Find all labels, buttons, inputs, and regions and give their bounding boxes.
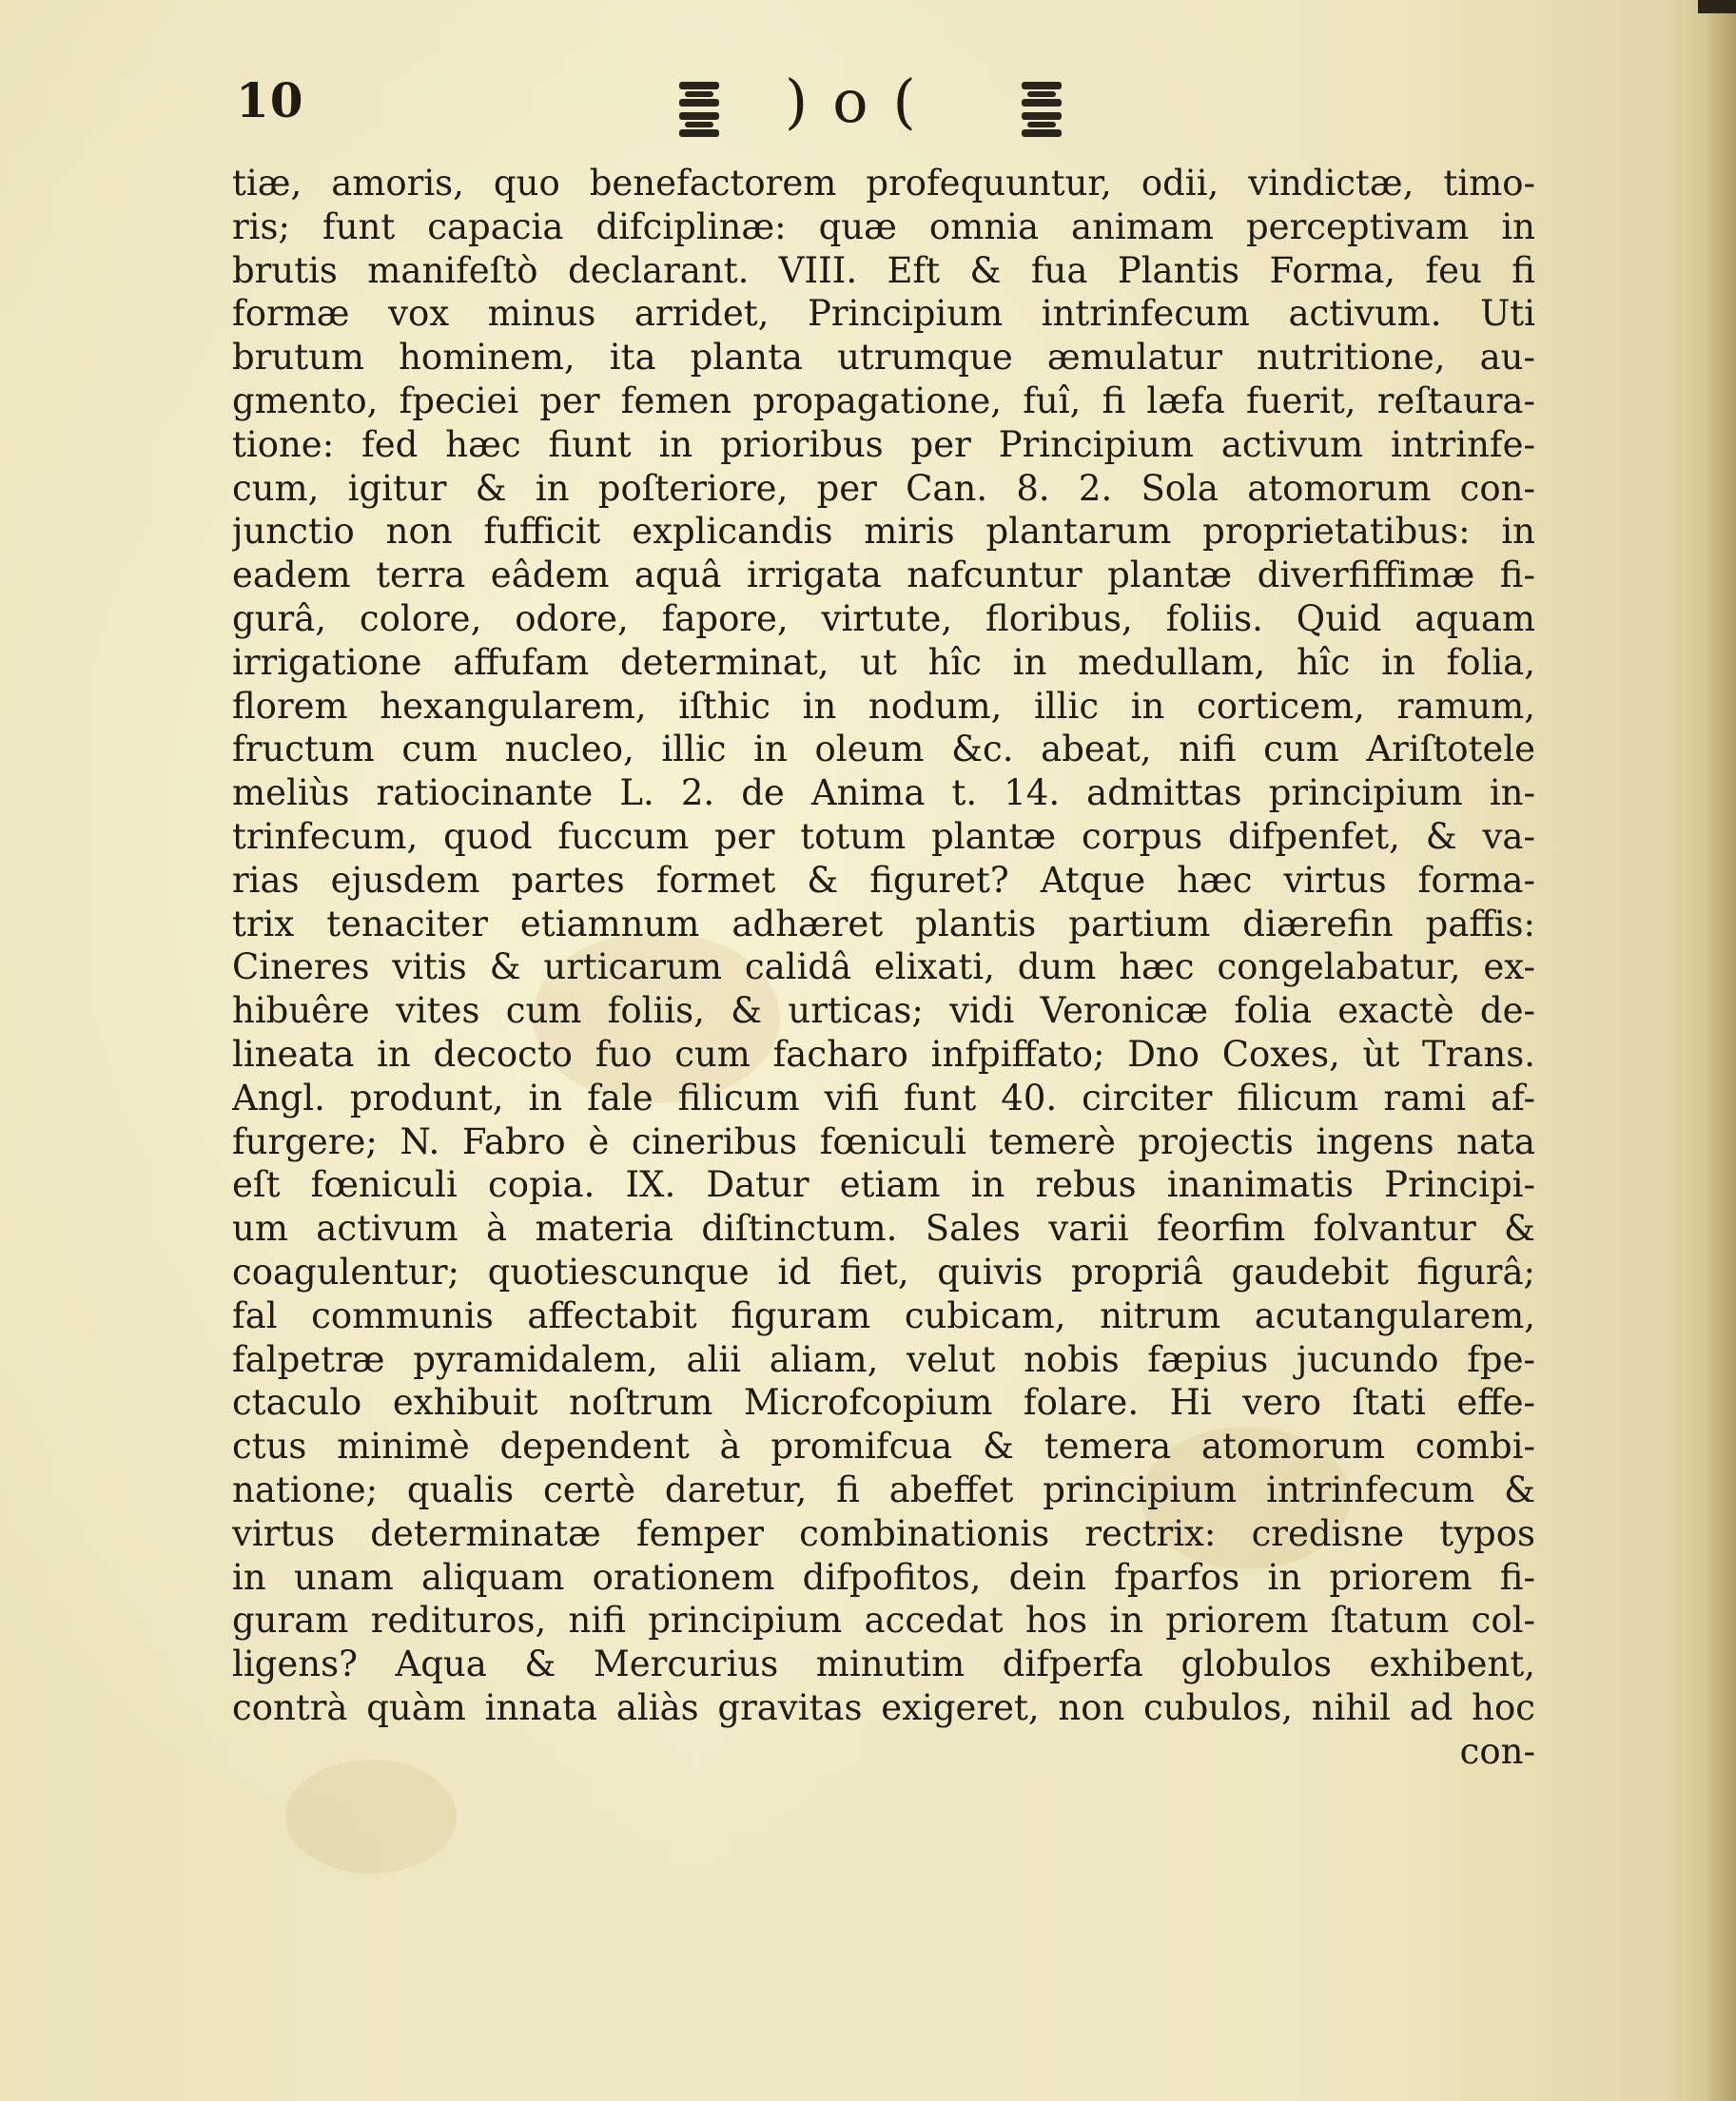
paper-stain xyxy=(285,1760,457,1874)
text-line: lineata in decocto fuo cum facharo infpiffato; Dno Coxes, ùt Trans. xyxy=(232,1033,1535,1075)
text-line: furgere; N. Fabro è cineribus fœniculi temerè projectis ingens nata xyxy=(232,1120,1535,1162)
scan-corner xyxy=(1698,0,1736,13)
text-line: gmento, fpeciei per femen propagatione, fuî, fi læfa fuerit, reſtaura- xyxy=(232,379,1535,421)
printer-ornament-icon xyxy=(675,76,723,143)
text-line: contrà quàm innata aliàs gravitas exigeret, non cubulos, nihil ad hoc xyxy=(232,1686,1535,1728)
text-line: ris; funt capacia difciplinæ: quæ omnia animam perceptivam in xyxy=(232,205,1535,247)
text-line: brutis manifeſtò declarant. VIII. Eft & fua Plantis Forma, feu fi xyxy=(232,249,1535,291)
text-line: meliùs ratiocinante L. 2. de Anima t. 14. admittas principium in- xyxy=(232,772,1535,814)
text-line: ligens? Aqua & Mercurius minutim difperfa globulos exhibent, xyxy=(232,1644,1535,1685)
text-line: fructum cum nucleo, illic in oleum &c. abeat, nifi cum Ariſtotele xyxy=(232,729,1535,770)
text-line: tiæ, amoris, quo benefactorem profequuntur, odii, vindictæ, timo- xyxy=(232,163,1535,204)
text-line: brutum hominem, ita planta utrumque æmulatur nutritione, au- xyxy=(232,337,1535,379)
page-number: 10 xyxy=(236,72,304,128)
body-text xyxy=(232,162,1535,1773)
text-line: natione; qualis certè daretur, fi abeffet principium intrinfecum & xyxy=(232,1469,1535,1510)
text-line: irrigatione affufam determinat, ut hîc in medullam, hîc in folia, xyxy=(232,641,1535,683)
text-line: virtus determinatæ femper combinationis rectrix: credisne typos xyxy=(232,1512,1535,1554)
text-line: ctus minimè dependent à promifcua & temera atomorum combi- xyxy=(232,1426,1535,1468)
catchword: con- xyxy=(1459,1730,1535,1772)
text-line: eſt fœniculi copia. IX. Datur etiam in rebus inanimatis Principi- xyxy=(232,1164,1535,1206)
text-line: cum, igitur & in poſteriore, per Can. 8. 2. Sola atomorum con- xyxy=(232,467,1535,509)
text-line: in unam aliquam orationem difpofitos, dein fparfos in priorem fi- xyxy=(232,1556,1535,1598)
text-line: ctaculo exhibuit noſtrum Microfcopium folare. Hi vero ſtati effe- xyxy=(232,1382,1535,1424)
page-edge-shadow xyxy=(1707,0,1736,2101)
text-line: Cineres vitis & urticarum calidâ elixati, dum hæc congelabatur, ex- xyxy=(232,946,1535,988)
header-ornament-text: )o( xyxy=(785,67,941,136)
text-line: formæ vox minus arridet, Principium intrinfecum activum. Uti xyxy=(232,293,1535,335)
text-line: tione: fed hæc fiunt in prioribus per Principium activum intrinfe- xyxy=(232,423,1535,465)
text-line: fal communis affectabit figuram cubicam, nitrum acutangularem, xyxy=(232,1294,1535,1336)
text-line: trix tenaciter etiamnum adhæret plantis partium diærefin paffis: xyxy=(232,903,1535,944)
text-line: falpetræ pyramidalem, alii aliam, velut nobis fæpius jucundo fpe- xyxy=(232,1338,1535,1380)
text-line: hibuêre vites cum foliis, & urticas; vidi Veronicæ folia exactè de- xyxy=(232,990,1535,1032)
text-line: guram redituros, nifi principium accedat hos in priorem ſtatum col- xyxy=(232,1600,1535,1642)
text-line: florem hexangularem, iſthic in nodum, illic in corticem, ramum, xyxy=(232,685,1535,727)
text-line: trinfecum, quod fuccum per totum plantæ corpus difpenfet, & va- xyxy=(232,815,1535,857)
text-line: um activum à materia diſtinctum. Sales varii feorfim folvantur & xyxy=(232,1208,1535,1250)
text-line: Angl. produnt, in fale filicum vifi funt 40. circiter filicum rami af- xyxy=(232,1077,1535,1119)
text-line: eadem terra eâdem aquâ irrigata nafcuntur plantæ diverfiffimæ fi- xyxy=(232,554,1535,596)
text-line: gurâ, colore, odore, fapore, virtute, floribus, foliis. Quid aquam xyxy=(232,597,1535,639)
printer-ornament-icon xyxy=(1018,76,1065,143)
running-header xyxy=(228,67,1541,152)
text-line: coagulentur; quotiescunque id fiet, quivis propriâ gaudebit figurâ; xyxy=(232,1251,1535,1293)
text-line: junctio non fufficit explicandis miris plantarum proprietatibus: in xyxy=(232,511,1535,553)
text-line: rias ejusdem partes formet & figuret? Atque hæc virtus forma- xyxy=(232,859,1535,901)
